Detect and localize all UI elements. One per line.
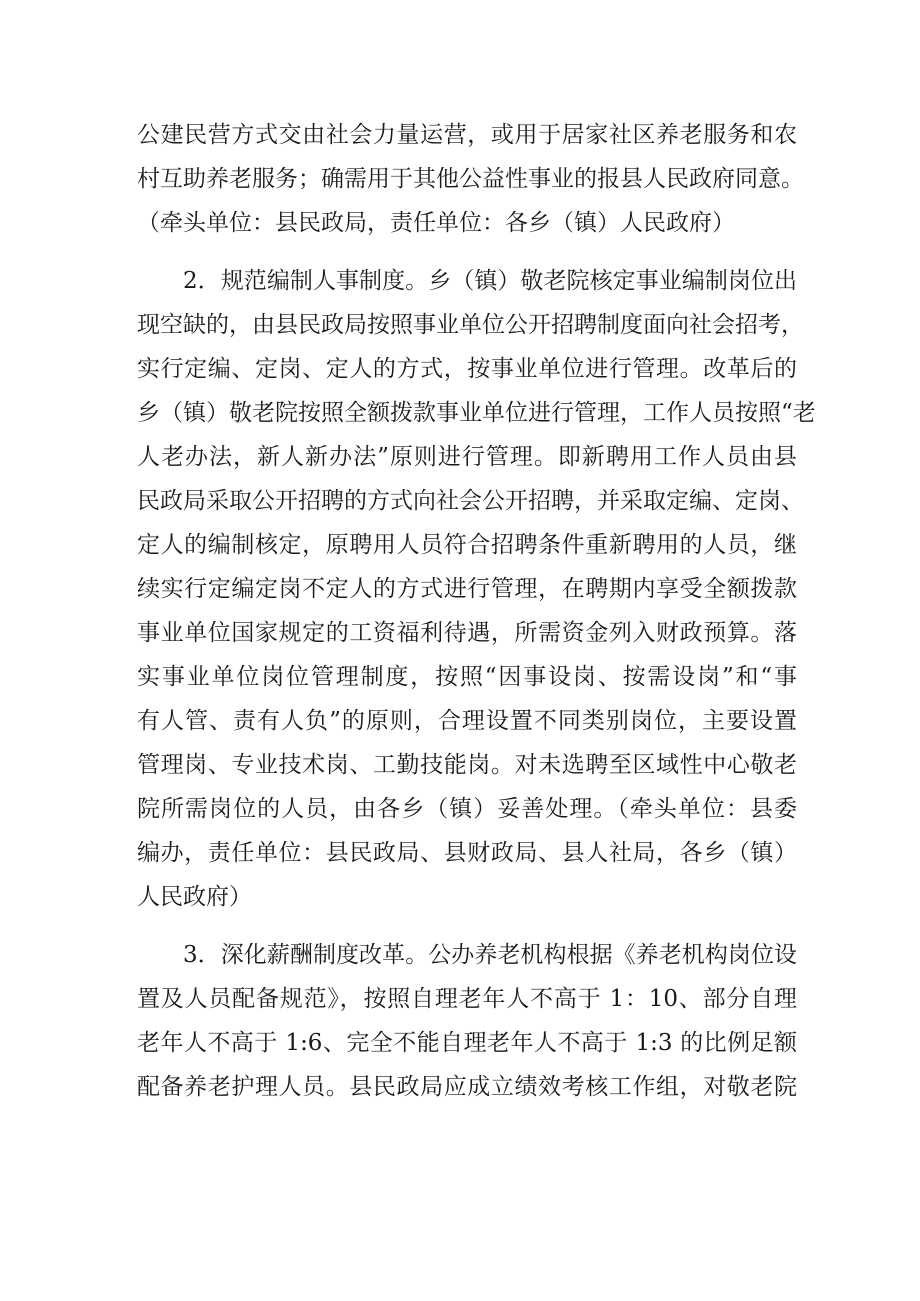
text-line: 续实行定编定岗不定人的方式进行管理，在聘期内享受全额拨款 <box>137 576 797 602</box>
text-line: 现空缺的，由县民政局按照事业单位公开招聘制度面向社会招考， <box>137 312 804 338</box>
text-line: 事业单位国家规定的工资福利待遇，所需资金列入财政预算。落 <box>137 620 797 646</box>
text-line: 实事业单位岗位管理制度，按照“因事设岗、按需设岗”和“事 <box>137 664 797 690</box>
text-line: 置及人员配备规范》，按照自理老年人不高于 1：10、部分自理 <box>137 986 797 1012</box>
text-line: 配备养老护理人员。县民政局应成立绩效考核工作组，对敬老院 <box>137 1074 797 1100</box>
text-line: 人民政府） <box>137 884 252 910</box>
text-line: 管理岗、专业技术岗、工勤技能岗。对未选聘至区域性中心敬老 <box>137 752 797 778</box>
text-line: 人老办法，新人新办法”原则进行管理。即新聘用工作人员由县 <box>137 444 797 470</box>
text-line: 乡（镇）敬老院按照全额拨款事业单位进行管理，工作人员按照“老 <box>137 400 816 426</box>
text-line: （牵头单位：县民政局，责任单位：各乡（镇）人民政府） <box>137 210 735 236</box>
text-line: 民政局采取公开招聘的方式向社会公开招聘，并采取定编、定岗、 <box>137 488 804 514</box>
text-line: 定人的编制核定，原聘用人员符合招聘条件重新聘用的人员，继 <box>137 532 797 558</box>
text-line: 公建民营方式交由社会力量运营，或用于居家社区养老服务和农 <box>137 122 797 148</box>
text-line: 3．深化薪酬制度改革。公办养老机构根据《养老机构岗位设 <box>183 942 797 968</box>
text-line: 2．规范编制人事制度。乡（镇）敬老院核定事业编制岗位出 <box>183 268 797 294</box>
text-line: 老年人不高于 1:6、完全不能自理老年人不高于 1:3 的比例足额 <box>137 1030 797 1056</box>
text-line: 院所需岗位的人员，由各乡（镇）妥善处理。（牵头单位：县委 <box>137 796 797 822</box>
text-line: 编办，责任单位：县民政局、县财政局、县人社局，各乡（镇） <box>137 840 797 866</box>
text-line: 村互助养老服务；确需用于其他公益性事业的报县人民政府同意。 <box>137 166 804 192</box>
body-text <box>137 113 816 1109</box>
text-line: 实行定编、定岗、定人的方式，按事业单位进行管理。改革后的 <box>137 356 797 382</box>
text-line: 有人管、责有人负”的原则，合理设置不同类别岗位，主要设置 <box>137 708 797 734</box>
